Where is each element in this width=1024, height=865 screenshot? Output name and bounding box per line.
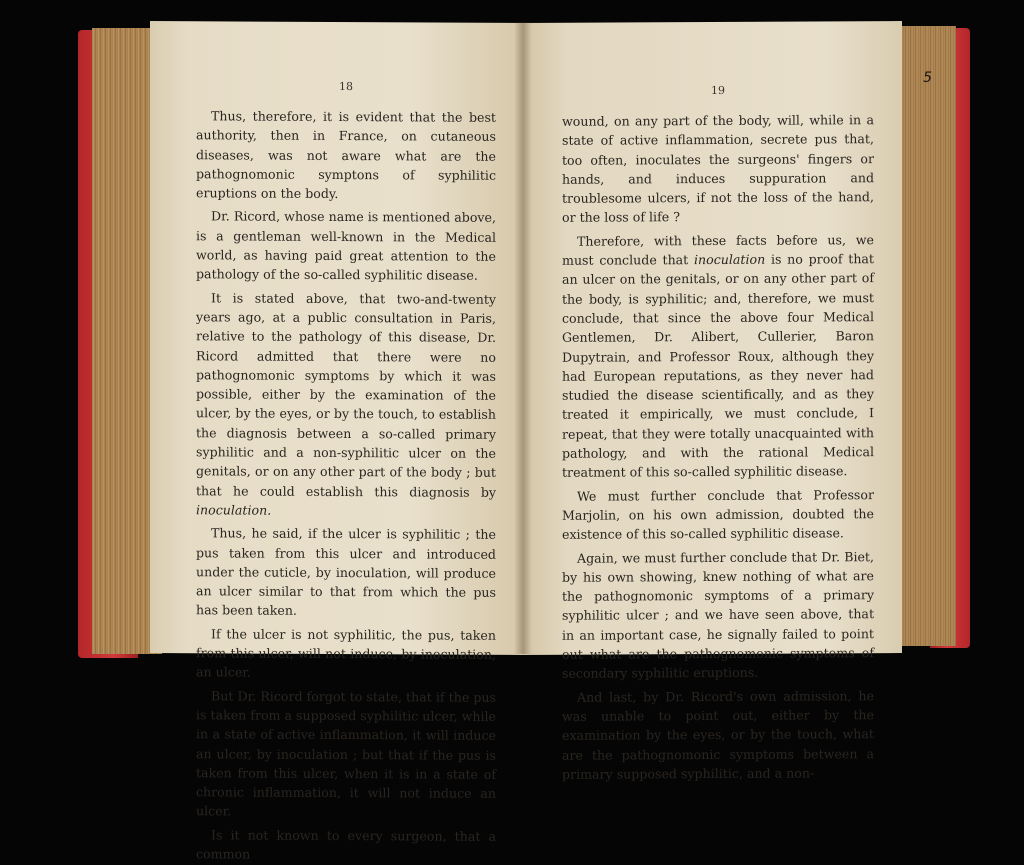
paragraph xyxy=(196,288,496,521)
italic-term: inoculation xyxy=(694,251,766,268)
paragraph: We must further conclude that Professor Marjolin, on his own admission, doubted the existence of this so-called syphilitic disease. xyxy=(562,486,874,543)
left-page xyxy=(150,21,522,862)
paragraph: Dr. Ricord, whose name is mentioned above, is a gentleman well-known in the Medical world, as having paid great attention to the pathology of the so-called syphilitic disease. xyxy=(196,208,496,284)
open-book xyxy=(78,22,970,862)
right-page xyxy=(522,21,902,782)
paragraph: Again, we must further conclude that Dr. Biet, by his own showing, knew nothing of what are the pathognomonic symptoms of a primary syphilitic ulcer ; and we have seen above, that in an important case, he signally failed to point out what are the pathognomonic symptoms of secondary syphilitic eruptions. xyxy=(562,548,874,682)
book-gutter xyxy=(514,22,532,654)
paragraph xyxy=(562,230,874,482)
paragraph-text: is no proof that an ulcer on the genitals, or on any other part of the body, is syphilitic; and, therefore, we must conclude, that since the above four Medical Gentlemen, Dr. Alibert, Cullerier, Baron Dupytrain, and Professor Roux, although they had European reputations, as they never had studied the disease scientifically, and as they treated it empirically, we must conclude, I repeat, that they were totally unacquainted with pathology, and with the rational Medical treatment of this so-called syphilitic disease. xyxy=(562,251,874,481)
paragraph: If the ulcer is not syphilitic, the pus, taken from this ulcer, will not induce, by inoculation, an ulcer. xyxy=(196,626,496,680)
paragraph-text: It is stated above, that two-and-twenty years ago, at a public consultation in Paris, relative to the pathology of this disease, Dr. Ricord admitted that there were no pathognomonic symptoms by which it was possible, either by the examination of the ulcer, by the eyes, or by the touch, to establish the diagnosis between a so-called primary syphilitic and a non-syphilitic ulcer on the genitals, or on any other part of the body ; but that he could establish this diagnosis by xyxy=(196,290,496,500)
paragraph: And last, by Dr. Ricord's own admission, he was unable to point out, either by the examination by the eyes, or by the touch, what are the pathognomonic symptoms between a primary supposed syphilitic, and a non- xyxy=(562,687,874,782)
paragraph: Is it not known to every surgeon, that a common xyxy=(196,827,496,862)
page-number: 19 xyxy=(711,83,725,98)
paragraph: Thus, he said, if the ulcer is syphilitic ; the pus taken from this ulcer and introduced under the cuticle, by inoculation, will produce an ulcer similar to that from which the pus has been taken. xyxy=(196,525,496,619)
paragraph: But Dr. Ricord forgot to state, that if the pus is taken from a supposed syphilitic ulcer, while in a state of active inflammation, it will induce an ulcer, by inoculation ; but that if the pus is taken from this ulcer, when it is in a state of chronic inflammation, it will not induce an ulcer. xyxy=(196,687,496,819)
handwritten-margin-note: 5 xyxy=(923,70,932,86)
paragraph: Thus, therefore, it is evident that the best authority, then in France, on cutaneous diseases, was not aware what are the pathognomonic symptons of syphilitic eruptions on the body. xyxy=(196,108,496,202)
page-number: 18 xyxy=(339,80,353,94)
page-edges-right xyxy=(900,26,956,646)
italic-term: inoculation. xyxy=(196,502,272,518)
paragraph-text: Therefore, with these facts before us, we must conclude that xyxy=(562,231,874,268)
paragraph: wound, on any part of the body, will, while in a state of active inflammation, secrete pus that, too often, inoculates the surgeons' fingers or hands, and induces suppuration and troublesome ulcers, if not the loss of the hand, or the loss of life ? xyxy=(562,112,874,226)
